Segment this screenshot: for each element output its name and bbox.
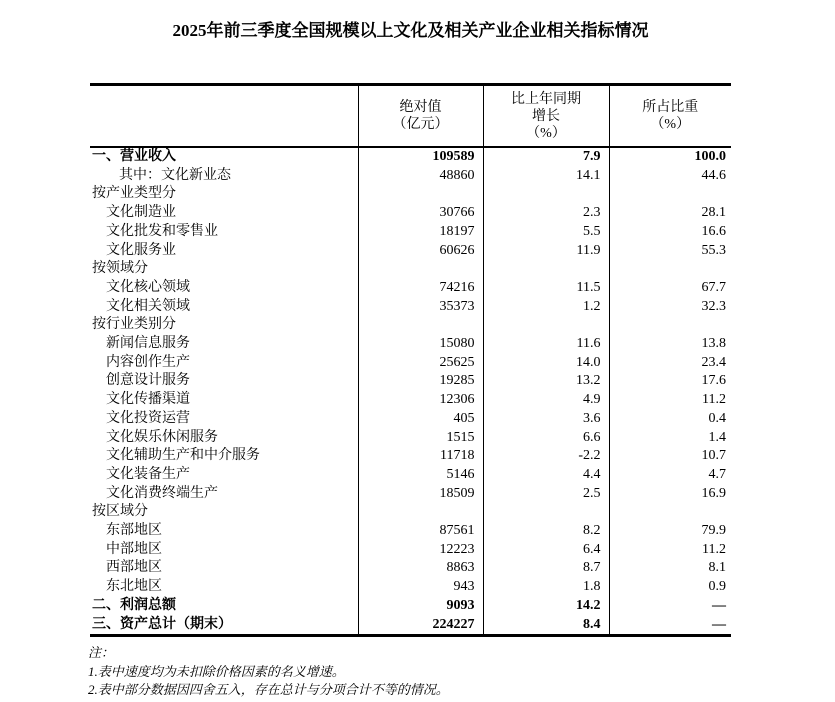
row-yoy-growth: 14.0 <box>483 354 609 373</box>
row-yoy-growth: 11.9 <box>483 242 609 261</box>
table-row <box>90 503 731 522</box>
row-yoy-growth: 4.4 <box>483 466 609 485</box>
row-share: 55.3 <box>609 242 731 261</box>
row-label: 创意设计服务 <box>106 373 190 389</box>
row-share: 11.2 <box>609 391 731 410</box>
row-label: 文化传播渠道 <box>106 392 190 408</box>
row-absolute-value: 25625 <box>358 354 483 373</box>
row-yoy-growth: 13.2 <box>483 372 609 391</box>
row-yoy-growth: 7.9 <box>483 147 609 167</box>
row-yoy-growth: 6.4 <box>483 541 609 560</box>
row-yoy-growth: 1.8 <box>483 578 609 597</box>
table-row <box>90 578 731 597</box>
row-label: 文化投资运营 <box>106 410 190 426</box>
row-label: 文化辅助生产和中介服务 <box>106 448 260 464</box>
row-yoy-growth: 6.6 <box>483 429 609 448</box>
header-line: （%） <box>650 117 691 132</box>
row-share: 4.7 <box>609 466 731 485</box>
table-row <box>90 429 731 448</box>
table-row <box>90 298 731 317</box>
row-label: 文化核心领域 <box>106 279 190 295</box>
row-absolute-value: 8863 <box>358 559 483 578</box>
row-absolute-value <box>358 316 483 335</box>
row-yoy-growth: 11.5 <box>483 279 609 298</box>
row-label: 其中：文化新业态 <box>119 167 231 183</box>
row-share: 100.0 <box>609 147 731 167</box>
row-absolute-value <box>358 503 483 522</box>
table-row <box>90 185 731 204</box>
row-absolute-value: 9093 <box>358 597 483 616</box>
notes-heading: 注： <box>88 645 115 661</box>
table-row <box>90 372 731 391</box>
table-row <box>90 242 731 261</box>
page-title: 2025年前三季度全国规模以上文化及相关产业企业相关指标情况 <box>172 21 649 40</box>
row-share: 1.4 <box>609 429 731 448</box>
row-share: 67.7 <box>609 279 731 298</box>
row-yoy-growth <box>483 185 609 204</box>
header-line: （亿元） <box>392 117 449 132</box>
row-absolute-value: 12223 <box>358 541 483 560</box>
row-absolute-value: 5146 <box>358 466 483 485</box>
row-share <box>609 260 731 279</box>
table-row <box>90 616 731 636</box>
row-absolute-value: 943 <box>358 578 483 597</box>
table-row <box>90 541 731 560</box>
row-share: 28.1 <box>609 204 731 223</box>
row-share <box>609 316 731 335</box>
table-row <box>90 559 731 578</box>
header-yoy-growth-cell <box>483 85 609 148</box>
table-row <box>90 147 731 167</box>
row-label: 东北地区 <box>106 579 162 595</box>
row-label: 二、利润总额 <box>92 597 176 613</box>
header-line: 比上年同期 <box>511 91 581 107</box>
row-share: 23.4 <box>609 354 731 373</box>
row-yoy-growth <box>483 260 609 279</box>
row-absolute-value: 11718 <box>358 447 483 466</box>
row-share: 17.6 <box>609 372 731 391</box>
row-label: 按产业类型分 <box>92 186 176 202</box>
row-absolute-value: 405 <box>358 410 483 429</box>
row-yoy-growth: 8.2 <box>483 522 609 541</box>
row-absolute-value: 19285 <box>358 372 483 391</box>
header-line: 绝对值 <box>399 100 442 115</box>
row-yoy-growth: 8.7 <box>483 559 609 578</box>
table-row <box>90 485 731 504</box>
row-absolute-value <box>358 260 483 279</box>
row-share: 11.2 <box>609 541 731 560</box>
row-label: 三、资产总计（期末） <box>92 616 232 632</box>
row-yoy-growth: 8.4 <box>483 616 609 636</box>
row-label: 按区域分 <box>92 504 148 520</box>
header-line: 所占比重 <box>642 100 699 115</box>
document-sheet <box>90 0 731 700</box>
row-label: 中部地区 <box>106 541 162 557</box>
row-label: 文化娱乐休闲服务 <box>106 429 218 445</box>
table-row <box>90 447 731 466</box>
row-share: 0.4 <box>609 410 731 429</box>
row-yoy-growth: 14.2 <box>483 597 609 616</box>
row-absolute-value: 1515 <box>358 429 483 448</box>
row-yoy-growth: 2.5 <box>483 485 609 504</box>
row-label: 文化制造业 <box>106 205 176 221</box>
row-share: 16.6 <box>609 223 731 242</box>
row-label: 文化批发和零售业 <box>106 223 218 239</box>
row-absolute-value: 18197 <box>358 223 483 242</box>
row-absolute-value: 35373 <box>358 298 483 317</box>
header-row <box>90 85 731 148</box>
row-share: 10.7 <box>609 447 731 466</box>
row-absolute-value: 87561 <box>358 522 483 541</box>
row-yoy-growth: 4.9 <box>483 391 609 410</box>
row-absolute-value: 18509 <box>358 485 483 504</box>
table-body <box>90 147 731 636</box>
row-share <box>609 185 731 204</box>
row-absolute-value: 48860 <box>358 167 483 186</box>
row-absolute-value: 74216 <box>358 279 483 298</box>
row-share: 16.9 <box>609 485 731 504</box>
row-absolute-value: 12306 <box>358 391 483 410</box>
table-header <box>90 85 731 148</box>
table-row <box>90 279 731 298</box>
table-row <box>90 410 731 429</box>
row-share: 32.3 <box>609 298 731 317</box>
table-row <box>90 204 731 223</box>
row-absolute-value <box>358 185 483 204</box>
row-yoy-growth: 3.6 <box>483 410 609 429</box>
row-label: 按行业类别分 <box>92 317 176 333</box>
row-share: — <box>609 597 731 616</box>
header-line: （%） <box>526 125 566 141</box>
table-row <box>90 466 731 485</box>
table-row <box>90 260 731 279</box>
table-row <box>90 597 731 616</box>
row-absolute-value: 30766 <box>358 204 483 223</box>
row-share: 13.8 <box>609 335 731 354</box>
header-absolute-value-cell <box>358 85 483 148</box>
row-label: 一、营业收入 <box>92 149 176 164</box>
row-label: 文化服务业 <box>106 242 176 258</box>
header-share-cell <box>609 85 731 148</box>
row-label: 按领域分 <box>92 261 148 277</box>
note-item: 2.表中部分数据因四舍五入，存在总计与分项合计不等的情况。 <box>88 682 449 698</box>
row-yoy-growth: 14.1 <box>483 167 609 186</box>
row-label: 内容创作生产 <box>106 354 190 370</box>
row-share: 8.1 <box>609 559 731 578</box>
table-row <box>90 316 731 335</box>
table-row <box>90 167 731 186</box>
row-share: — <box>609 616 731 636</box>
note-item: 1.表中速度均为未扣除价格因素的名义增速。 <box>88 663 345 679</box>
row-share: 79.9 <box>609 522 731 541</box>
row-yoy-growth <box>483 316 609 335</box>
row-absolute-value: 109589 <box>358 147 483 167</box>
row-yoy-growth: 1.2 <box>483 298 609 317</box>
table-row <box>90 335 731 354</box>
table-row <box>90 223 731 242</box>
notes-section <box>88 644 731 700</box>
row-label: 文化相关领域 <box>106 298 190 314</box>
row-yoy-growth: 2.3 <box>483 204 609 223</box>
row-label: 文化装备生产 <box>106 466 190 482</box>
row-absolute-value: 224227 <box>358 616 483 636</box>
row-share: 44.6 <box>609 167 731 186</box>
header-indicator-cell <box>90 85 358 148</box>
row-label: 文化消费终端生产 <box>106 485 218 501</box>
row-label: 西部地区 <box>106 560 162 576</box>
table-row <box>90 522 731 541</box>
indicators-table <box>90 83 731 637</box>
header-line: 增长 <box>532 108 560 124</box>
row-yoy-growth: -2.2 <box>483 447 609 466</box>
row-yoy-growth <box>483 503 609 522</box>
row-yoy-growth: 5.5 <box>483 223 609 242</box>
row-share: 0.9 <box>609 578 731 597</box>
row-yoy-growth: 11.6 <box>483 335 609 354</box>
row-share <box>609 503 731 522</box>
table-row <box>90 391 731 410</box>
table-row <box>90 354 731 373</box>
row-label: 新闻信息服务 <box>106 336 190 352</box>
row-absolute-value: 60626 <box>358 242 483 261</box>
row-absolute-value: 15080 <box>358 335 483 354</box>
row-label: 东部地区 <box>106 523 162 539</box>
